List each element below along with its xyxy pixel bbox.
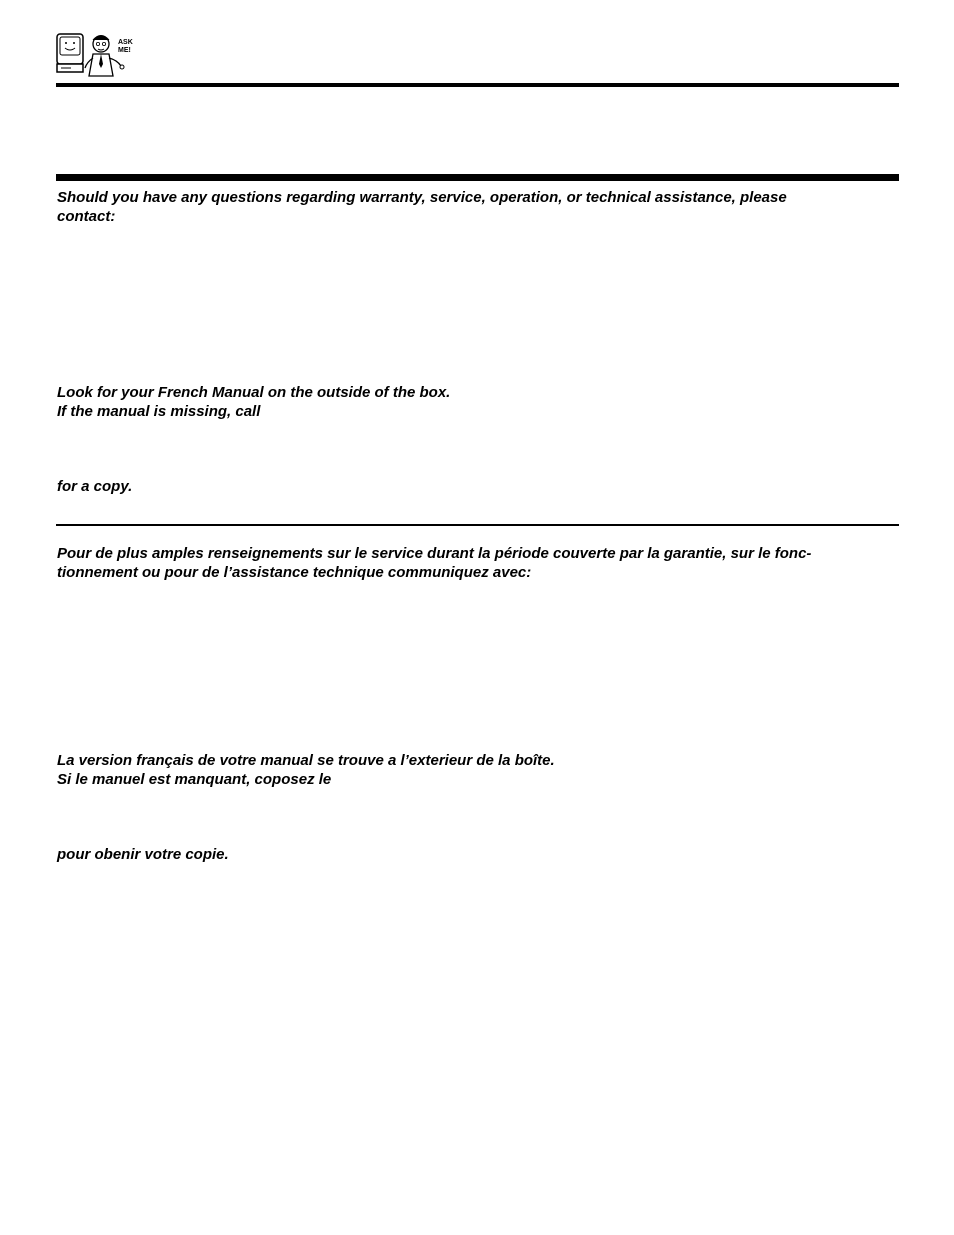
english-contact-line1: Should you have any questions regarding warranty, service, operation, or technical assistance, please [57, 189, 787, 206]
french-version-line1: La version français de votre manual se trouve a l’exterieur de la boîte. [57, 752, 555, 769]
ask-me-mascot-icon [55, 30, 135, 80]
french-contact-line2: tionnement ou pour de l’assistance technique communiquez avec: [57, 564, 532, 581]
logo-text-me: ME! [118, 47, 131, 54]
english-contact-paragraph [57, 188, 897, 226]
french-contact-line1: Pour de plus amples renseignements sur le service durant la période couverte par la garantie, sur le fonc- [57, 545, 812, 562]
language-divider [56, 524, 899, 526]
french-manual-notice [57, 383, 897, 421]
french-copy-text [57, 845, 897, 864]
english-copy-line: for a copy. [57, 478, 133, 495]
french-manual-line1: Look for your French Manual on the outside of the box. [57, 384, 451, 401]
section-rule [56, 174, 899, 181]
french-copy-line: pour obenir votre copie. [57, 846, 229, 863]
english-copy-text [57, 477, 897, 496]
english-contact-line2: contact: [57, 208, 116, 225]
logo-text-ask: ASK [118, 39, 133, 46]
french-version-line2: Si le manuel est manquant, coposez le [57, 771, 332, 788]
french-contact-paragraph [57, 544, 897, 582]
french-manual-line2: If the manual is missing, call [57, 403, 261, 420]
top-rule [56, 83, 899, 87]
french-version-notice [57, 751, 897, 789]
